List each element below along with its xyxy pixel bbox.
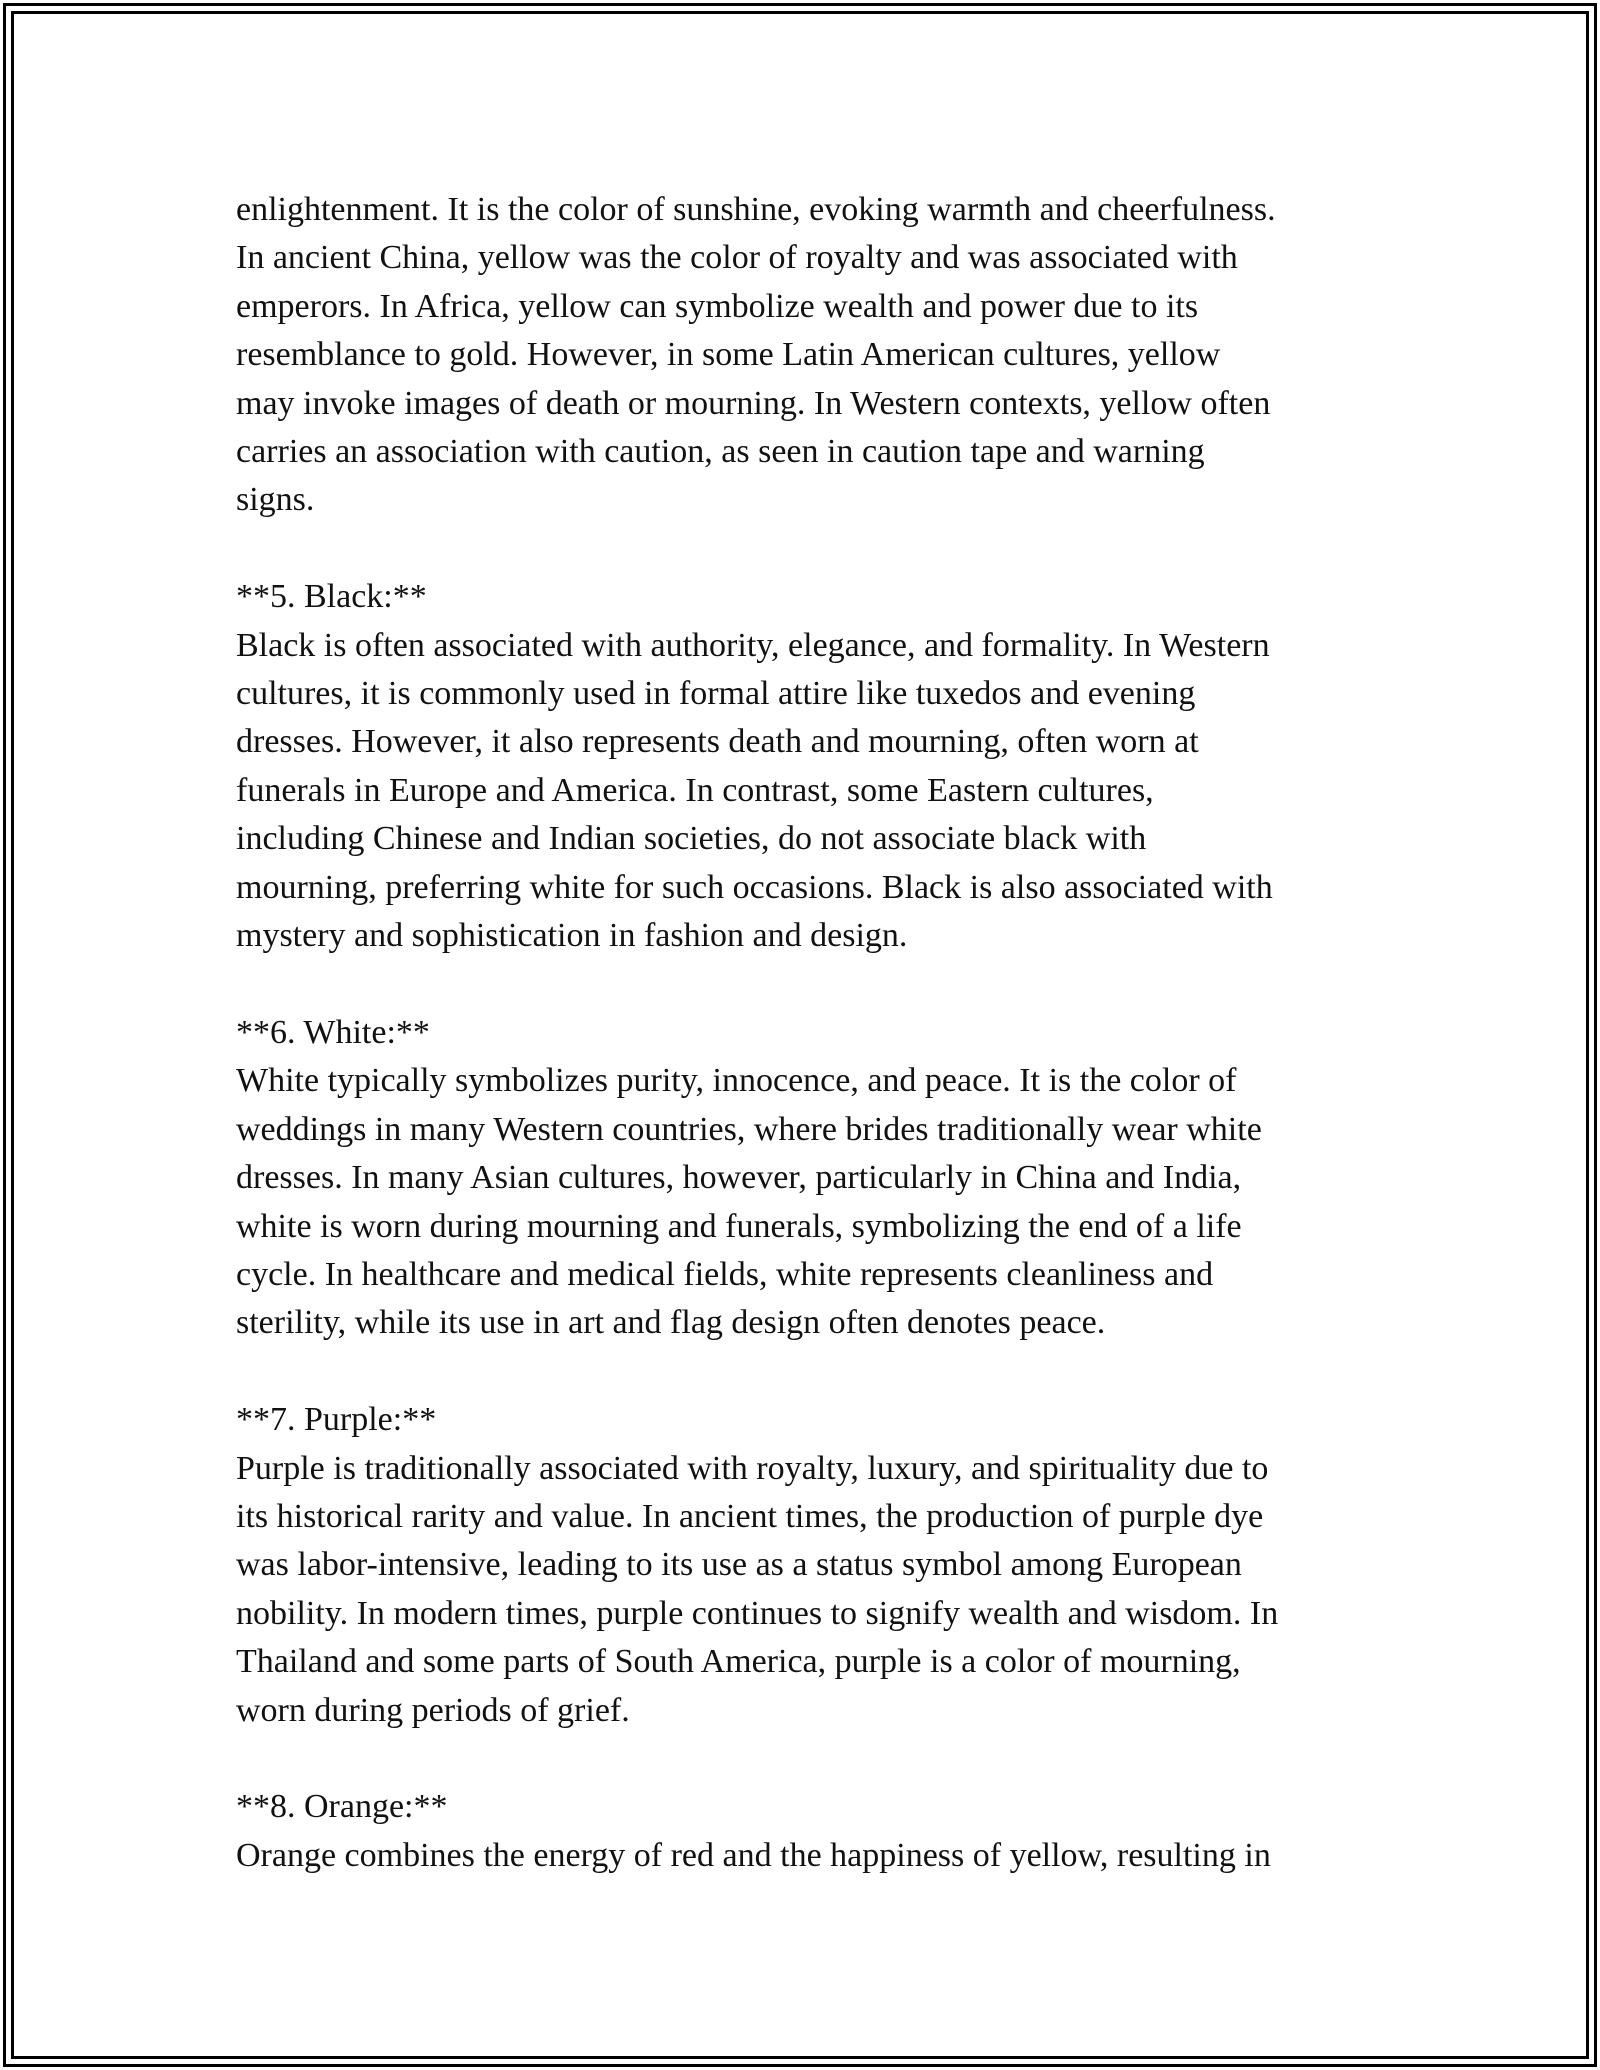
paragraph-spacer xyxy=(236,1735,1386,1783)
paragraph-purple: Purple is traditionally associated with royalty, luxury, and spirituality due to its historical rarity and value. In ancient times, the production of purple dye was labor-intensive, leading to its use as a status symbol among European nobility. In modern times, purple continues to signify wealth and wisdom. In Thailand and some parts of South America, purple is a color of mourning, worn during periods of grief. xyxy=(236,1449,1279,1729)
document-body xyxy=(236,186,1386,1880)
section-heading-orange: **8. Orange:** xyxy=(236,1788,448,1826)
paragraph-spacer xyxy=(236,1348,1386,1396)
paragraph-white: White typically symbolizes purity, innocence, and peace. It is the color of weddings in many Western countries, where brides traditionally wear white dresses. In many Asian cultures, however, particularly in China and India, white is worn during mourning and funerals, symbolizing the end of a life cycle. In healthcare and medical fields, white represents cleanliness and sterility, while its use in art and flag design often denotes peace. xyxy=(236,1062,1262,1342)
section-heading-purple: **7. Purple:** xyxy=(236,1401,437,1439)
section-heading-white: **6. White:** xyxy=(236,1013,430,1051)
paragraph-black: Black is often associated with authority, elegance, and formality. In Western cultures, it is commonly used in formal attire like tuxedos and evening dresses. However, it also represents death and mourning, often worn at funerals in Europe and America. In contrast, some Eastern cultures, including Chinese and Indian societies, do not associate black with mourning, preferring white for such occasions. Black is also associated with mystery and sophistication in fashion and design. xyxy=(236,626,1273,955)
section-heading-black: **5. Black:** xyxy=(236,578,427,616)
paragraph-orange: Orange combines the energy of red and the happiness of yellow, resulting in xyxy=(236,1836,1271,1874)
paragraph-yellow-continued: enlightenment. It is the color of sunshine, evoking warmth and cheerfulness. In ancient China, yellow was the color of royalty and was associated with emperors. In Africa, yellow can symbolize wealth and power due to its resemblance to gold. However, in some Latin American cultures, yellow may invoke images of death or mourning. In Western contexts, yellow often carries an association with caution, as seen in caution tape and warning signs. xyxy=(236,191,1276,519)
paragraph-spacer xyxy=(236,525,1386,573)
paragraph-spacer xyxy=(236,960,1386,1008)
